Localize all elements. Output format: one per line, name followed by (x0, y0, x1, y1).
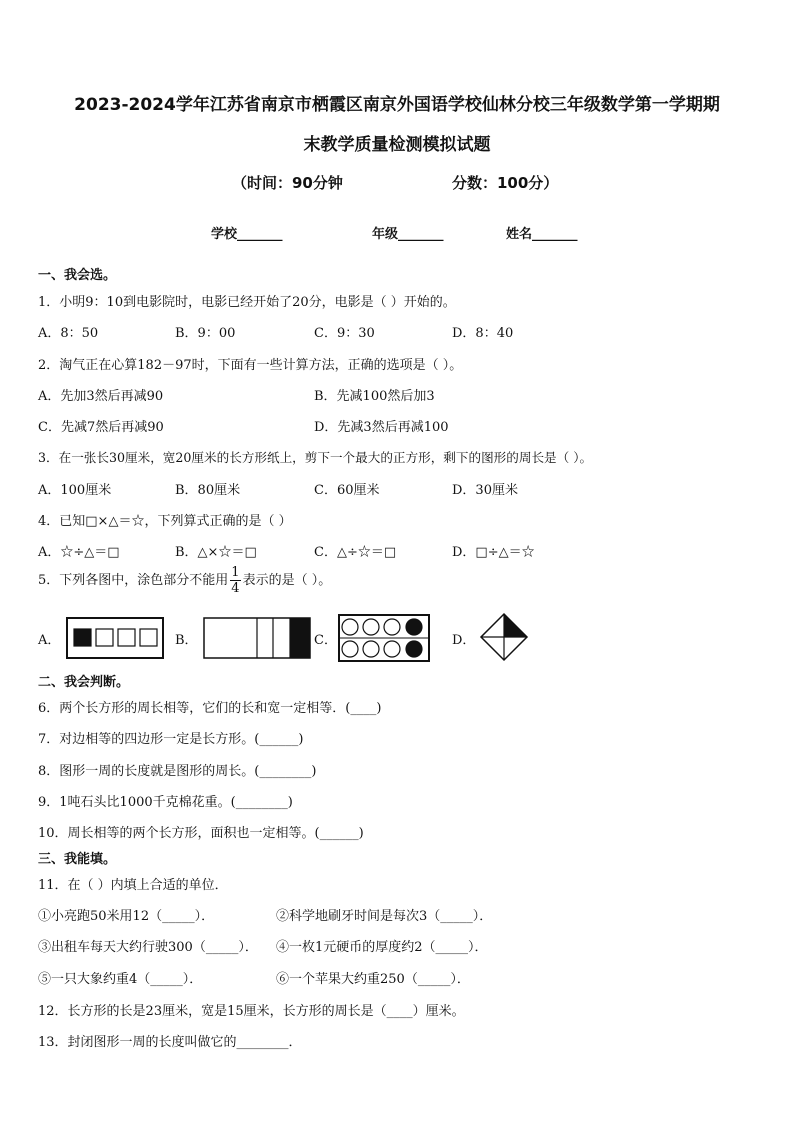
question-3: 3．在一张长30厘米，宽20厘米的长方形纸上，剪下一个最大的正方形，剩下的图形的周长是（ ）。 (38, 450, 593, 465)
q5-option-a[interactable]: A． (38, 633, 61, 648)
question-1: 1．小明9：10到电影院时，电影已经开始了20分，电影是（ ）开始的。 (38, 295, 456, 310)
question-9: 9．1吨石头比1000千克棉花重。(________) (38, 795, 293, 810)
q3-option-c[interactable]: C．60厘米 (314, 483, 380, 498)
q11-item-6: ⑥一个苹果大约重250（_____）． (276, 972, 470, 987)
q5-option-d[interactable]: D． (452, 633, 476, 648)
q1-option-b[interactable]: B．9：00 (175, 326, 236, 341)
q4-option-c[interactable]: C．△÷☆＝□ (314, 545, 397, 560)
figure-c-circle (384, 641, 400, 657)
q3-option-b[interactable]: B．80厘米 (175, 483, 241, 498)
figure-a-square-3 (118, 629, 135, 646)
exam-score: 分数：100分） (452, 174, 559, 192)
q5-option-b[interactable]: B． (175, 633, 198, 648)
q1-option-d[interactable]: D．8：40 (452, 326, 514, 341)
q4-option-b[interactable]: B．△×☆＝□ (175, 545, 257, 560)
section-heading-fill: 三、我能填。 (38, 852, 117, 867)
question-2: 2．淘气正在心算182－97时，下面有一些计算方法，正确的选项是（ ）。 (38, 358, 463, 373)
figure-c-circle (342, 619, 358, 635)
q2-option-b[interactable]: B．先减100然后加3 (314, 389, 435, 404)
q3-option-a[interactable]: A．100厘米 (38, 483, 112, 498)
school-field[interactable]: 学校_______ (211, 227, 283, 242)
figure-c-circle (384, 619, 400, 635)
q11-item-4: ④一枚1元硬币的厚度约2（_____）． (276, 940, 488, 955)
q2-option-c[interactable]: C．先减7然后再减90 (38, 420, 164, 435)
exam-time: （时间：90分钟 (232, 174, 343, 192)
fraction-numerator: 1 (231, 565, 240, 580)
grade-field[interactable]: 年级_______ (372, 227, 444, 242)
q5-figure-b (203, 617, 311, 659)
figure-d-shaded (504, 614, 527, 637)
figure-b-shaded (290, 618, 310, 658)
page-title-line1: 2023-2024学年江苏省南京市栖霞区南京外国语学校仙林分校三年级数学第一学期期 (74, 95, 720, 115)
name-field[interactable]: 姓名_______ (506, 227, 578, 242)
q2-option-d[interactable]: D．先减3然后再减100 (314, 420, 449, 435)
question-4: 4．已知□×△＝☆，下列算式正确的是（ ） (38, 514, 292, 529)
question-11: 11．在（ ）内填上合适的单位． (38, 878, 228, 893)
fraction-one-quarter (230, 566, 240, 595)
figure-a-square-1 (74, 629, 91, 646)
question-13: 13．封闭图形一周的长度叫做它的________． (38, 1035, 302, 1050)
section-heading-choose: 一、我会选。 (38, 268, 117, 283)
q1-option-a[interactable]: A．8：50 (38, 326, 99, 341)
question-8: 8．图形一周的长度就是图形的周长。(________) (38, 764, 317, 779)
figure-a-square-4 (140, 629, 157, 646)
question-5 (38, 566, 331, 595)
q11-item-3: ③出租车每天大约行驶300（_____）． (38, 940, 258, 955)
figure-c-circle (363, 619, 379, 635)
figure-c-circle-filled (406, 619, 422, 635)
q4-option-d[interactable]: D．□÷△＝☆ (452, 545, 535, 560)
question-6: 6．两个长方形的周长相等，它们的长和宽一定相等．(____) (38, 701, 382, 716)
figure-c-circle (342, 641, 358, 657)
q11-item-5: ⑤一只大象约重4（_____）． (38, 972, 203, 987)
fraction-denominator: 4 (231, 581, 240, 596)
q1-option-c[interactable]: C．9：30 (314, 326, 375, 341)
figure-a-square-2 (96, 629, 113, 646)
q5-figure-d (479, 612, 529, 662)
figure-c-circle (363, 641, 379, 657)
q3-option-d[interactable]: D．30厘米 (452, 483, 518, 498)
question-12: 12．长方形的长是23厘米，宽是15厘米，长方形的周长是（____）厘米。 (38, 1004, 465, 1019)
q11-item-2: ②科学地刷牙时间是每次3（_____）． (276, 909, 493, 924)
q5-option-c[interactable]: C． (314, 633, 337, 648)
q5-figure-a (66, 617, 164, 659)
question-7: 7．对边相等的四边形一定是长方形。(______) (38, 732, 304, 747)
q5-text-pre: 5．下列各图中，涂色部分不能用 (38, 573, 229, 588)
question-10: 10．周长相等的两个长方形，面积也一定相等。(______) (38, 826, 364, 841)
page-title-line2: 末教学质量检测模拟试题 (303, 135, 491, 155)
section-heading-judge: 二、我会判断。 (38, 675, 130, 690)
q5-figure-c (338, 614, 430, 662)
q5-text-post: 表示的是（ ）。 (242, 573, 332, 588)
q11-item-1: ①小亮跑50米用12（_____）． (38, 909, 215, 924)
q2-option-a[interactable]: A．先加3然后再减90 (38, 389, 164, 404)
figure-c-circle-filled (406, 641, 422, 657)
q4-option-a[interactable]: A．☆÷△＝□ (38, 545, 120, 560)
